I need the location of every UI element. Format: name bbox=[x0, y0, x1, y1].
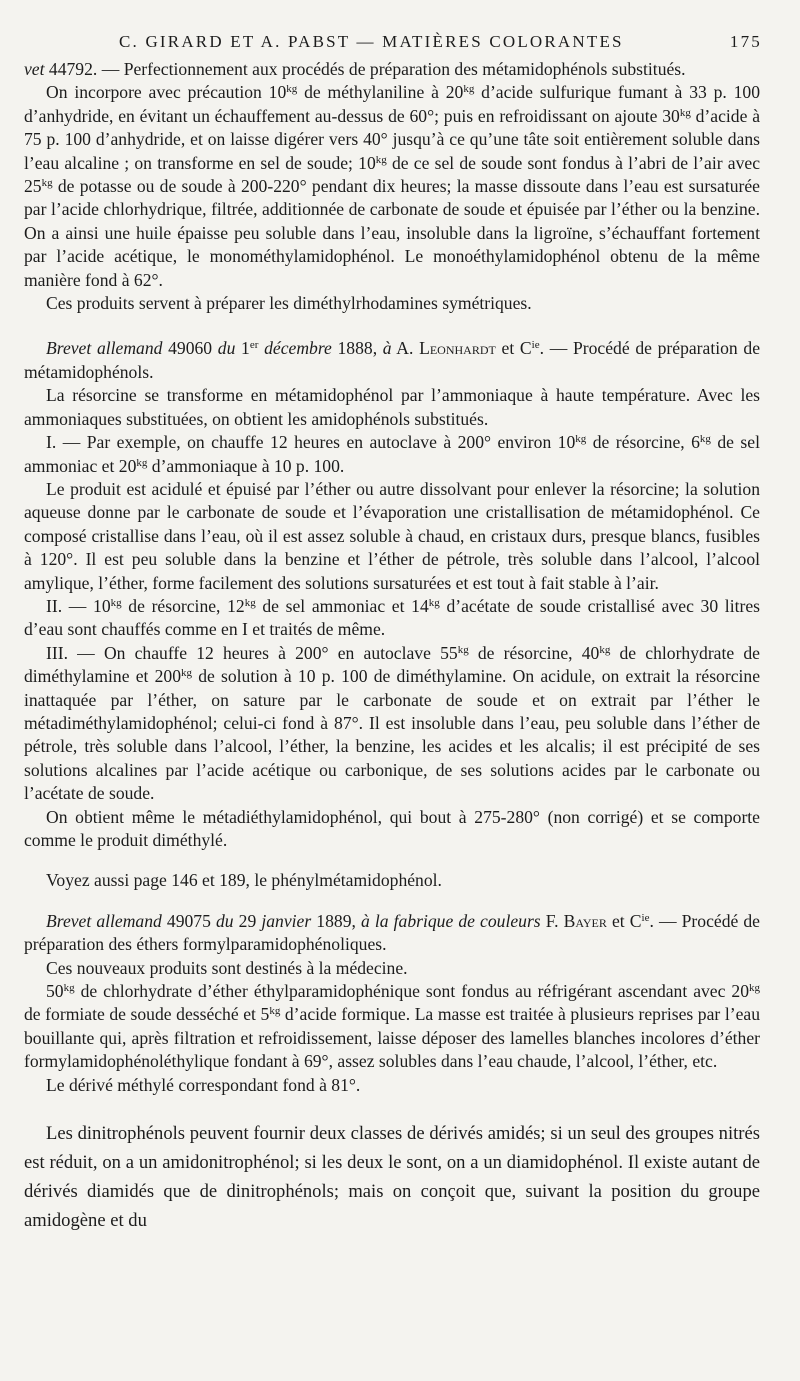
page-body bbox=[24, 58, 760, 1235]
paragraph: III. — On chauffe 12 heures à 200° en autoclave $55^{kg}$ de résorcine, $40^{kg}$ de chlorhydrate de diméthylamine et $200^{kg}$ de solution à 10 p. 100 de diméthylamine. On acidule, on extrait la résorcine inattaquée par l’éther, on sature par le carbonate de soude et on extrait par l’éther le métadiméthylamidophénol; celui-ci fond à 87°. Il est insoluble dans l’eau, peu soluble dans l’éther de pétrole, très soluble dans l’alcool, l’éther, la benzine, les acides et les alcalis; il est précipité de ses solutions alcalines par l’acide acétique ou carbonique, de ses solutions acides par le carbonate ou l’acétate de soude. bbox=[24, 642, 761, 804]
header-title: C. GIRARD ET A. PABST — MATIÈRES COLORANTES bbox=[119, 32, 624, 51]
paragraph: II. — $10^{kg}$ de résorcine, $12^{kg}$ de sel ammoniac et $14^{kg}$ d’acétate de soude cristallisé avec 30 litres d’eau sont chauffés comme en I et traités de même. bbox=[24, 595, 760, 640]
running-header bbox=[24, 30, 760, 58]
patent-heading: Brevet allemand 49075 du 29 janvier 1889, à la fabrique de couleurs F. Bayer et $C^{ie}$. — Procédé de préparation des éthers formylparamidophénoliques. bbox=[24, 910, 760, 955]
paragraph: On incorpore avec précaution $10^{kg}$ de méthylaniline à $20^{kg}$ d’acide sulfurique fumant à 33 p. 100 d’anhydride, en évitant un échauffement au-dessus de 60°; puis en refroidissant on ajoute $30^{kg}$ d’acide à 75 p. 100 d’anhydride, et on laisse digérer vers 40° jusqu’à ce qu’une tâte soit entièrement soluble dans l’eau alcaline ; on transforme en sel de soude; $10^{kg}$ de ce sel de soude sont fondus à l’abri de l’air avec $25^{kg}$ de potasse ou de soude à 200-220° pendant dix heures; la masse dissoute dans l’eau est sursaturée par l’acide chlorhydrique, filtrée, additionnée de carbonate de soude et épuisée par l’éther ou la benzine. On a ainsi une huile épaisse peu soluble dans l’eau, insoluble dans la ligroïne, s’échauffant fortement par l’acide acétique, le monométhylamidophénol. Le monoéthylamidophénol obtenu de la même manière fond à 62°. bbox=[24, 82, 761, 290]
paragraph: On obtient même le métadiéthylamidophénol, qui bout à 275-280° (non corrigé) et se comporte comme le produit diméthylé. bbox=[24, 806, 760, 850]
paragraph: Les dinitrophénols peuvent fournir deux classes de dérivés amidés; si un seul des groupes nitrés est réduit, on a un amidonitrophénol; si les deux le sont, on a un diamidophénol. Il existe autant de dérivés diamidés que de dinitrophénols; mais on conçoit que, suivant la position du groupe amidogène et du bbox=[24, 1123, 760, 1232]
paragraph: Le dérivé méthylé correspondant fond à 81°. bbox=[46, 1074, 361, 1095]
paragraph: $50^{kg}$ de chlorhydrate d’éther éthylparamidophénique sont fondus au réfrigérant ascendant avec $20^{kg}$ de formiate de soude desséché et $5^{kg}$ d’acide formique. La masse est traitée à plusieurs reprises par l’eau bouillante qui, après filtration et refroidissement, laisse déposer des lamelles blanches incolores d’éther formylamidophénoléthylique fondant à 69°, assez solubles dans l’eau chaude, l’alcool, l’éther, etc. bbox=[24, 981, 760, 1072]
patent-heading: Brevet allemand 49060 du 1er décembre 1888, à A. Leonhardt et $C^{ie}$. — Procédé de préparation de métamidophénols. bbox=[24, 338, 761, 382]
paragraph: Le produit est acidulé et épuisé par l’éther ou autre dissolvant pour enlever la résorcine; la solution aqueuse donne par le carbonate de soude et l’évaporation une cristallisation de métamidophénol. Ce composé cristallise dans l’eau, où il est assez soluble à chaud, en cristaux durs, presque blancs, fusibles à 120°. Il est peu soluble dans la benzine et l’éther de pétrole, très soluble dans l’alcool, l’alcool amylique, l’éther, forme facilement des solutions sursaturées et est tout à fait stable à l’air. bbox=[24, 478, 760, 593]
paragraph: I. — Par exemple, on chauffe 12 heures en autoclave à 200° environ $10^{kg}$ de résorcine, $6^{kg}$ de sel ammoniac et $20^{kg}$ d’ammoniaque à 10 p. 100. bbox=[24, 432, 760, 476]
paragraph: Ces produits servent à préparer les diméthylrhodamines symétriques. bbox=[46, 293, 532, 314]
patent-title-continued: vet 44792. — Perfectionnement aux procédés de préparation des métamidophénols substitués. bbox=[24, 59, 686, 79]
paragraph: Ces nouveaux produits sont destinés à la médecine. bbox=[46, 957, 408, 978]
paragraph: Voyez aussi page 146 et 189, le phénylmétamidophénol. bbox=[46, 870, 442, 891]
paragraph: La résorcine se transforme en métamidophénol par l’ammoniaque à haute température. Avec les ammoniaques substituées, on obtient les amidophénols substitués. bbox=[24, 385, 760, 429]
page-number: 175 bbox=[729, 32, 762, 51]
